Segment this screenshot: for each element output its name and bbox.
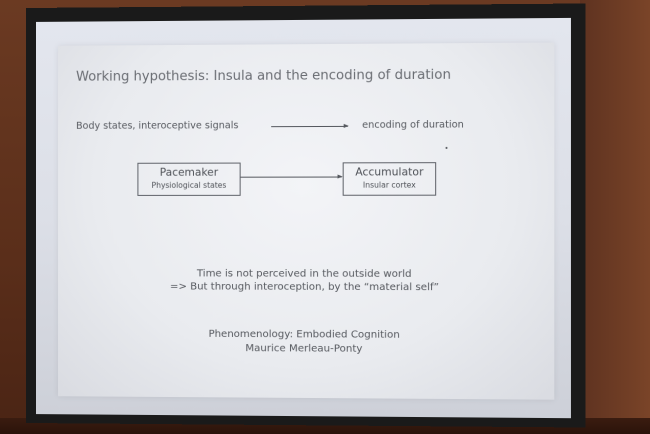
pacemaker-to-accumulator-arrow <box>241 177 342 178</box>
pacemaker-box <box>137 163 240 196</box>
projection-screen-frame <box>26 3 586 427</box>
statement-line-3: Phenomenology: Embodied Cognition <box>208 328 400 341</box>
statement-line-2: => But through interoception, by the “material self” <box>170 281 439 294</box>
projection-screen <box>36 18 571 418</box>
statement-line-1: Time is not perceived in the outside world <box>196 268 412 280</box>
accumulator-subtitle: Insular cortex <box>362 180 416 190</box>
wooden-wall <box>580 0 650 434</box>
accumulator-title: Accumulator <box>355 166 424 179</box>
flow-right-label: encoding of duration <box>362 119 464 131</box>
accumulator-box <box>343 162 437 196</box>
flow-arrow <box>271 126 348 127</box>
slide <box>58 43 554 400</box>
slide-title: Working hypothesis: Insula and the encoding of duration <box>76 67 451 85</box>
statement-line-4: Maurice Merleau-Ponty <box>245 343 363 355</box>
pacemaker-title: Pacemaker <box>159 166 219 179</box>
flow-left-label: Body states, interoceptive signals <box>76 120 239 132</box>
stray-dot <box>445 147 447 149</box>
pacemaker-subtitle: Physiological states <box>151 180 227 190</box>
